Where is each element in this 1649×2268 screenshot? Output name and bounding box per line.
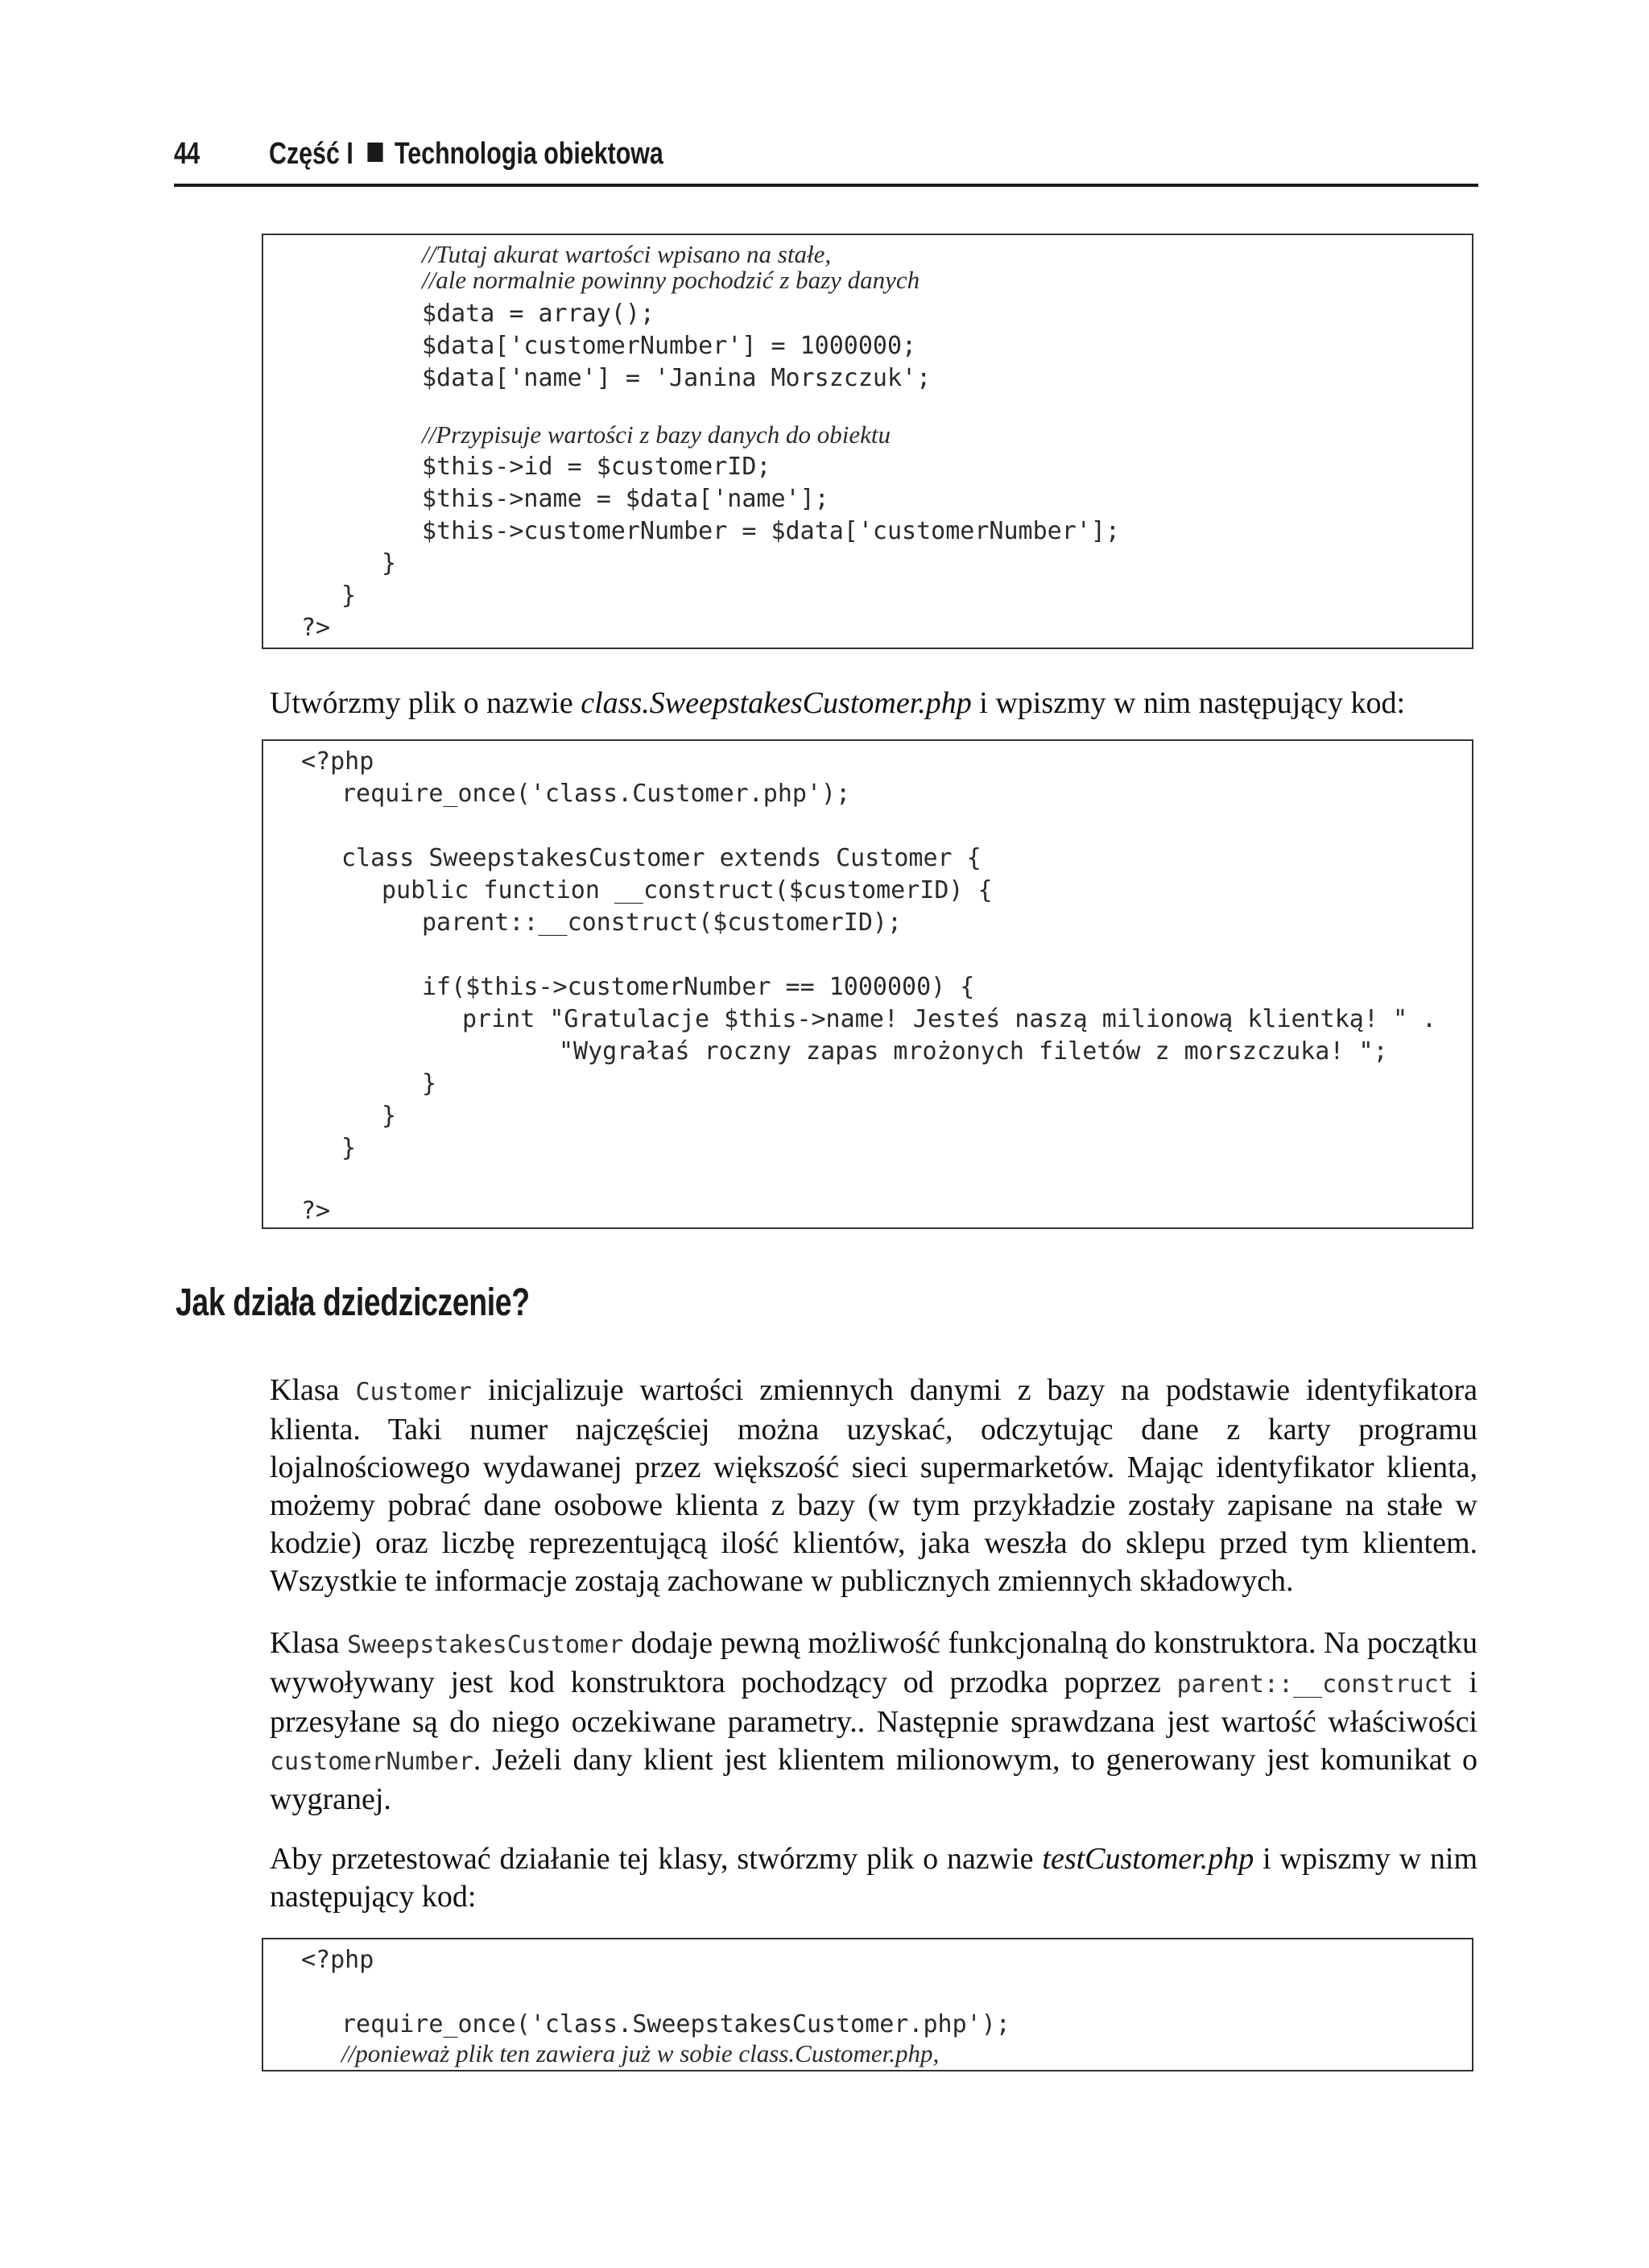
code-line: $data['customerNumber'] = 1000000;	[422, 332, 917, 360]
code-line: <?php	[301, 747, 374, 776]
code-line: public function __construct($customerID) {	[382, 876, 993, 904]
code-line: require_once('class.SweepstakesCustomer.php');	[341, 2010, 1010, 2038]
code-line: }	[382, 549, 397, 577]
inline-code: parent::__construct	[1176, 1670, 1453, 1699]
code-line: }	[341, 581, 357, 610]
code-line: ?>	[301, 1197, 331, 1225]
code-block-1	[262, 234, 1473, 649]
header-part: Część I	[269, 137, 353, 171]
section-heading: Jak działa dziedziczenie?	[176, 1281, 530, 1324]
intro-paragraph: Utwórzmy plik o nazwie class.SweepstakesCustomer.php i wpiszmy w nim następujący kod:	[270, 686, 1406, 720]
page-number: 44	[174, 137, 200, 171]
code-line: }	[341, 1134, 357, 1162]
code-line: $this->customerNumber = $data['customerNumber'];	[422, 517, 1120, 545]
code-line: require_once('class.Customer.php');	[341, 780, 851, 808]
code-line: if($this->customerNumber == 1000000) {	[422, 973, 975, 1001]
code-line: }	[422, 1070, 437, 1098]
filename: class.SweepstakesCustomer.php	[581, 686, 972, 720]
code-comment: //Przypisuje wartości z bazy danych do obiektu	[422, 420, 891, 449]
code-comment: //Tutaj akurat wartości wpisano na stałe,	[422, 240, 832, 268]
filename: testCustomer.php	[1042, 1842, 1254, 1876]
paragraph-3: Aby przetestować działanie tej klasy, stwórzmy plik o nazwie testCustomer.php i wpiszmy w nim następujący kod:	[270, 1842, 1478, 1914]
square-bullet-icon	[367, 143, 382, 162]
code-line: $this->id = $customerID;	[422, 453, 771, 481]
code-block-2	[262, 739, 1473, 1229]
header-title	[269, 137, 663, 172]
header-chapter: Technologia obiektowa	[394, 137, 663, 171]
code-comment: //ponieważ plik ten zawiera już w sobie class.Customer.php,	[341, 2039, 940, 2067]
code-block-3	[262, 1938, 1473, 2071]
code-line: $data = array();	[422, 300, 655, 328]
code-line: ?>	[301, 614, 331, 642]
code-line: $this->name = $data['name'];	[422, 485, 829, 513]
paragraph-2: Klasa SweepstakesCustomer dodaje pewną możliwość funkcjonalną do konstruktora. Na początku wywoływany jest kod konstruktora pochodzący od przodka poprzez parent::__construct i przesyłane są do niego oczekiwane parametry.. Następnie sprawdzana jest wartość właściwości customerNumber. Jeżeli dany klient jest klientem milionowym, to generowany jest komunikat o wygranej.	[270, 1626, 1478, 1816]
code-line: parent::__construct($customerID);	[422, 908, 903, 937]
code-line: print "Gratulacje $this->name! Jesteś naszą milionową klientką! " .	[462, 1005, 1437, 1033]
running-header	[174, 135, 1478, 187]
code-line: $data['name'] = 'Janina Morszczuk';	[422, 364, 932, 392]
code-line: <?php	[301, 1946, 374, 1974]
code-line: class SweepstakesCustomer extends Customer {	[341, 844, 982, 872]
inline-code: customerNumber	[270, 1748, 473, 1776]
paragraph-1: Klasa Customer inicjalizuje wartości zmiennych danymi z bazy na podstawie identyfikatora klienta. Taki numer najczęściej można uzyskać, odczytując dane z karty programu lojalnościowego wydawanej przez większość sieci supermarketów. Mając identyfikator klienta, możemy pobrać dane osobowe klienta z bazy (w tym przykładzie zostały zapisane na stałe w kodzie) oraz liczbę reprezentującą ilość klientów, jaka weszła do sklepu przed tym klientem. Wszystkie te informacje zostają zachowane w publicznych zmiennych składowych.	[270, 1373, 1477, 1598]
code-comment: //ale normalnie powinny pochodzić z bazy danych	[422, 266, 920, 294]
code-line: }	[382, 1102, 397, 1130]
inline-code: Customer	[355, 1378, 472, 1406]
code-line: "Wygrałaś roczny zapas mrożonych filetów z morszczuka! ";	[559, 1037, 1388, 1066]
inline-code: SweepstakesCustomer	[347, 1631, 624, 1659]
